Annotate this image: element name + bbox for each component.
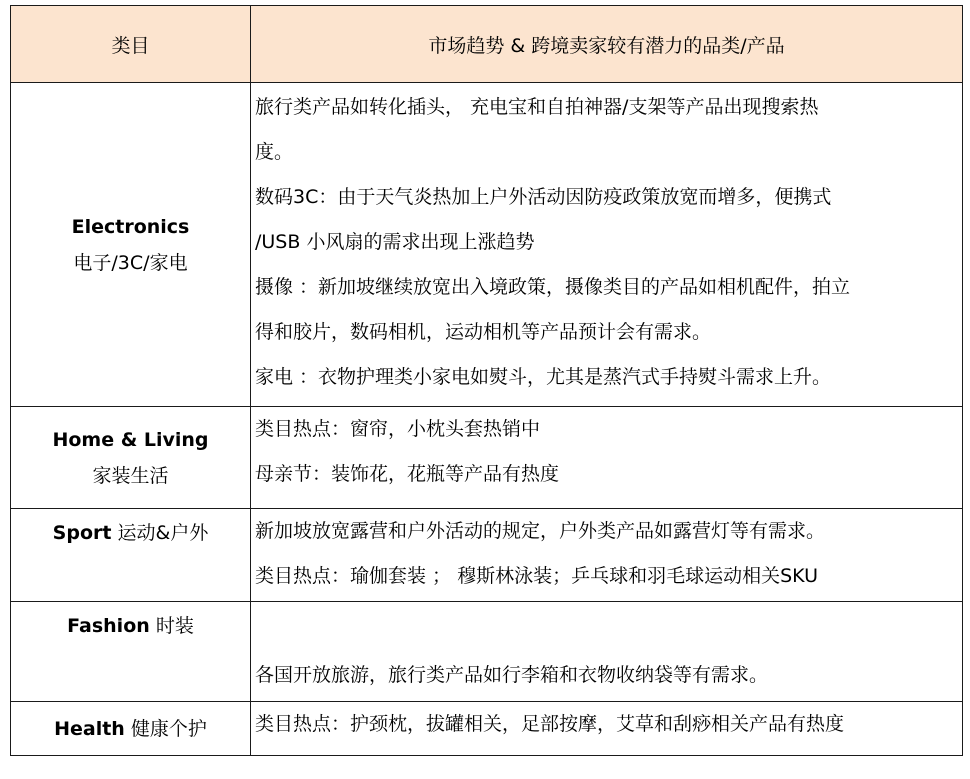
trend-cell [251,509,963,602]
trend-line: 旅行类产品如转化插头， 充电宝和自拍神器/支架等产品出现搜索热 [255,96,819,118]
trend-line: 家电 ：衣物护理类小家电如熨斗，尤其是蒸汽式手持熨斗需求上升。 [255,366,832,388]
header-category: 类目 [11,6,251,83]
category-cell [11,702,251,756]
table-row-fashion [11,602,963,702]
trend-line [255,608,962,653]
trend-line: 数码3C：由于天气炎热加上户外活动因防疫政策放宽而增多，便携式 [255,186,832,208]
trend-line: 类目热点：瑜伽套装 ； 穆斯林泳装；乒乓球和羽毛球运动相关SKU [255,565,818,587]
category-cn: 健康个护 [130,717,207,740]
table-row-home-living [11,407,963,509]
category-cn: 家装生活 [92,464,169,487]
table-row-sport [11,509,963,602]
trend-cell [251,602,963,702]
category-cn: 运动&户外 [117,522,209,544]
table-row-electronics [11,83,963,407]
category-trend-table [10,5,963,756]
trend-cell [251,83,963,407]
category-cell [11,602,251,702]
category-cn: 时装 [155,615,194,637]
trend-line: 母亲节：装饰花，花瓶等产品有热度 [255,463,560,485]
category-cell [11,407,251,509]
category-cell [11,509,251,602]
category-en: Sport [52,522,112,544]
trend-line: 得和胶片，数码相机，运动相机等产品预计会有需求。 [255,321,712,343]
table-row-health [11,702,963,756]
category-cn: 电子/3C/家电 [73,251,188,274]
category-cell [11,83,251,407]
header-trend: 市场趋势 & 跨境卖家较有潜力的品类/产品 [251,6,963,83]
trend-cell [251,407,963,509]
trend-line: /USB 小风扇的需求出现上涨趋势 [255,231,535,253]
header-row [11,6,963,83]
trend-line: 类目热点：窗帘，小枕头套热销中 [255,418,541,440]
trend-line: 类目热点：护颈枕，拔罐相关，足部按摩，艾草和刮痧相关产品有热度 [255,713,845,735]
trend-line: 度。 [255,141,294,163]
trend-cell [251,702,963,756]
trend-line: 摄像 ：新加坡继续放宽出入境政策，摄像类目的产品如相机配件，拍立 [255,276,851,298]
trend-line: 各国开放旅游，旅行类产品如行李箱和衣物收纳袋等有需求。 [255,664,769,686]
category-en: Health [54,717,125,740]
trend-line: 新加坡放宽露营和户外活动的规定，户外类产品如露营灯等有需求。 [255,520,826,542]
category-en: Fashion [67,615,150,637]
category-en: Home & Living [52,428,209,451]
category-en: Electronics [71,215,190,238]
